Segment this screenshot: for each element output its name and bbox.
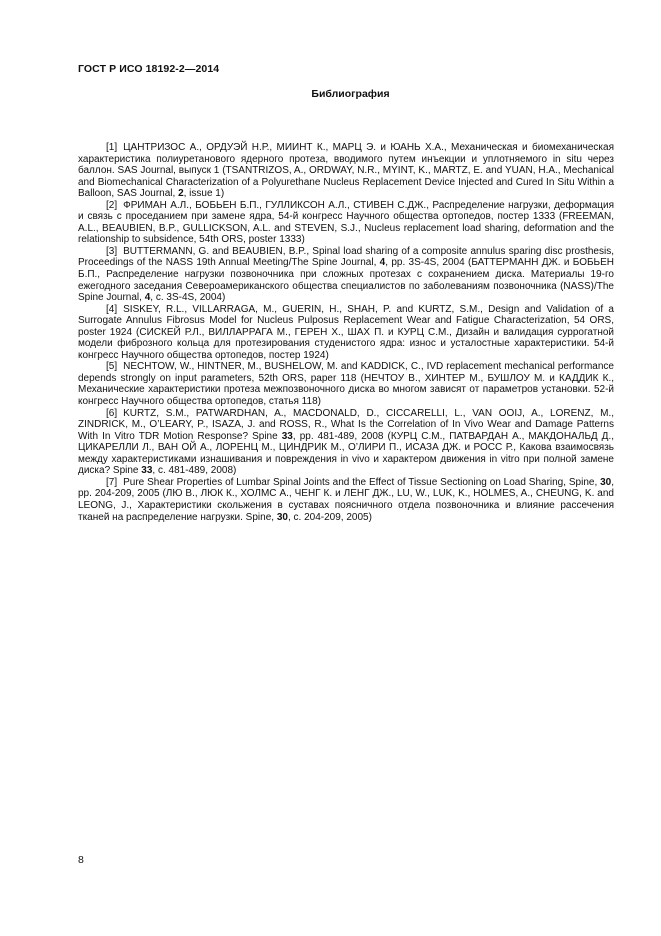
reference-text: SISKEY, R.L., VILLARRAGA, M., GUERIN, H., SHAH, P. and KURTZ, S.M., Design and Validation of a Surrogate Annulus Fibrosus Model for Nucleus Pulposus Replacement Wear and Fatigue Characterization, 54 ORS, poster 1924 (СИСКЕЙ Р.Л., ВИЛЛАРРАГА М., ГЕРЕН Х., ШАХ П. и КУРЦ С.М., Дизайн и валидация суррогатной модели фиброзного кольца для протезирования студенистого ядра: износ и усталостные характеристики. 54-й конгресс Научного общества ортопедов, постер 1924) <box>78 303 614 361</box>
reference-volume: 30 <box>600 476 612 488</box>
reference-item <box>78 477 614 523</box>
reference-number: [1] <box>106 142 118 153</box>
reference-volume: 4 <box>144 292 151 304</box>
reference-text: , с. 204-209, 2005) <box>287 511 372 523</box>
reference-volume: 4 <box>379 257 386 269</box>
reference-item <box>78 200 614 246</box>
reference-number: [5] <box>106 361 118 373</box>
reference-text: , pp. 204-209, 2005 (ЛЮ В., ЛЮК К., ХОЛМС А., ЧЕНГ К. и ЛЕНГ ДЖ., LU, W., LUK, K., HOLMES, A., CHEUNG, K. and LEONG, J., Характеристики скольжения в суставах поясничного отдела позвоночника и влияние рассечения тканей на распределение нагрузки. Spine, <box>78 476 614 523</box>
reference-text: , issue 1) <box>183 188 225 200</box>
reference-number: [7] <box>106 476 118 488</box>
reference-text: BUTTERMANN, G. and BEAUBIEN, B.P., Spinal load sharing of a composite annulus sparing disc prosthesis, Proceedings of the NASS 19th Annual Meeting/The Spine Journal, <box>78 245 614 269</box>
reference-list <box>78 142 614 523</box>
reference-text: KURTZ, S.M., PATWARDHAN, A., MACDONALD, D., CICCARELLI, L., VAN OOIJ, A., LORENZ, M., ZINDRICK, M., O’LEARY, P., ISAZA, J. and ROSS, R., What Is the Correlation of In Vivo Wear and Damage Patterns With In Vitro TDR Motion Response? Spine <box>78 407 614 442</box>
reference-volume: 30 <box>276 511 288 523</box>
reference-text: ФРИМАН А.Л., БОБЬЕН Б.П., ГУЛЛИКСОН А.Л., СТИВЕН С.ДЖ., Распределение нагрузки, деформация и связь с проседанием при замене ядра, 54-й конгресс Научного общества ортопедов, постер 1333 (FREEMAN, A.L., BEAUBIEN, B.P., GULLICKSON, A.L. and STEVEN, S.J., Nucleus replacement load sharing, deformation and the relationship to subsidence, 54th ORS, poster 1333) <box>78 199 614 246</box>
reference-item <box>78 246 614 304</box>
reference-text: , pp. 481-489, 2008 (КУРЦ С.М., ПАТВАРДАН А., МАКДОНАЛЬД Д., ЦИКАРЕЛЛИ Л., ВАН ОЙ А., ЛОРЕНЦ М., ЦИНДРИК М., О’ЛИРИ П., ИСАЗА ДЖ. и РОСС Р., Какова взаимосвязь между характеристиками изнашивания и повреждения in vivo и характером движения in vitro при полной замене диска? Spine <box>78 430 614 477</box>
reference-item <box>78 408 614 477</box>
reference-number: [2] <box>106 199 118 211</box>
section-title: Библиография <box>311 88 390 100</box>
reference-volume: 2 <box>178 188 184 200</box>
reference-text: Pure Shear Properties of Lumbar Spinal Joints and the Effect of Tissue Sectioning on Load Sharing, Spine, <box>123 476 601 488</box>
reference-text: NECHTOW, W., HINTNER, M., BUSHELOW, M. and KADDICK, C., IVD replacement mechanical performance depends strongly on input parameters, 52th ORS, paper 118 (НЕЧТОУ В., ХИНТЕР М., БУШЛОУ М. и КАДДИК К., Механические характеристики протеза межпозвоночного диска во многом зависят от параметров установки. 52-й конгресс Научного общества ортопедов, статья 118) <box>78 361 614 408</box>
reference-number: [3] <box>106 245 118 257</box>
reference-item <box>78 361 614 407</box>
reference-item <box>78 304 614 362</box>
page-number: 8 <box>78 854 84 866</box>
reference-text: , с. 481-489, 2008) <box>152 465 237 477</box>
reference-volume: 33 <box>141 465 153 477</box>
reference-number: [6] <box>106 407 118 419</box>
reference-text: , с. 3S-4S, 2004) <box>150 292 226 304</box>
document-header: ГОСТ Р ИСО 18192-2—2014 <box>78 63 220 75</box>
reference-number: [4] <box>106 303 118 315</box>
reference-text: ЦАНТРИЗОС А., ОРДУЭЙ Н.Р., МИИНТ К., МАРЦ Э. и ЮАНЬ Х.А., Механическая и биомеханическая характеристика полиуретанового ядерного протеза, вводимого путем инъекции и уплотняемого in situ через баллон. SAS Journal, выпуск 1 (TSANTRIZOS, A., ORDWAY, N.R., MYINT, K., MARTZ, E. and YUAN, H.A., Mechanical and Biomechanical Characterization of a Polyurethane Nucleus Replacement Device Injected and Cured In Situ Within a Balloon, SAS Journal, <box>78 142 614 200</box>
reference-text: , pp. 3S-4S, 2004 (БАТТЕРМАНН ДЖ. и БОБЬЕН Б.П., Распределение нагрузки позвоночника при сложных протезах с сохранением диска. Материалы 19-го ежегодного заседания Североамериканского общества специалистов по заболеваниям позвоночника (NASS)/The Spine Journal, <box>78 257 614 304</box>
reference-item <box>78 142 614 200</box>
reference-volume: 33 <box>281 430 293 442</box>
